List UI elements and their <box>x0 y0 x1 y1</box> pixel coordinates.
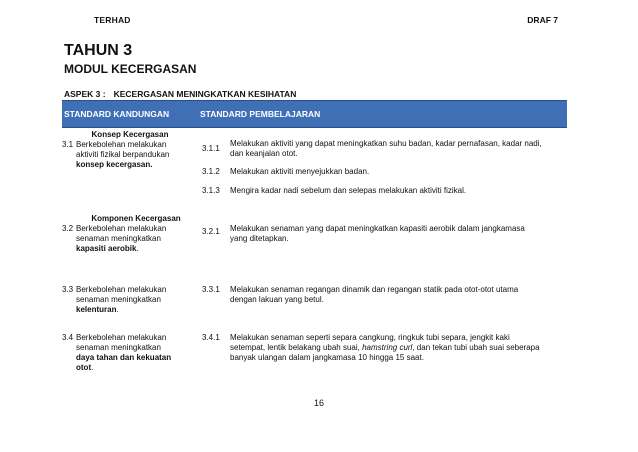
desc-3-4-1-line-3: banyak ulangan dalam jangkamasa 10 hingga 15 saat. <box>230 353 424 362</box>
desc-3-4-1-line-2-pre: setempat, lentik belakang ubah suai, <box>230 343 363 352</box>
desc-3-1-3: Mengira kadar nadi sebelum dan selepas melakukan aktiviti fizikal. <box>230 186 467 195</box>
row-3-2-content <box>76 224 192 254</box>
row-3-1-number: 3.1 <box>62 140 74 149</box>
desc-3-3-1 <box>230 285 565 305</box>
row-3-2-heading: Komponen Kecergasan <box>91 214 181 223</box>
desc-3-2-1-line-2: yang ditetapkan. <box>230 234 289 243</box>
row-3-1-content <box>76 140 192 170</box>
row-3-2-bold: kapasiti aerobik <box>76 244 137 253</box>
desc-3-1-1-line-1: Melakukan aktiviti yang dapat meningkatkan suhu badan, kadar pernafasan, kadar nadi, <box>230 139 542 148</box>
header-draft: DRAF 7 <box>527 15 558 25</box>
row-3-4-content <box>76 333 192 373</box>
code-3-3-1: 3.3.1 <box>202 285 220 294</box>
row-3-3-line-2: senaman meningkatkan <box>76 295 161 304</box>
row-3-1-line-2: aktiviti fizikal berpandukan <box>76 150 170 159</box>
desc-3-1-1 <box>230 139 565 159</box>
row-3-4-number: 3.4 <box>62 333 74 342</box>
code-3-1-2: 3.1.2 <box>202 167 220 176</box>
aspect-label: ASPEK 3 : <box>64 89 106 99</box>
row-3-3-bold: kelenturan <box>76 305 117 314</box>
row-3-3-suffix: . <box>116 305 119 314</box>
code-3-1-3: 3.1.3 <box>202 186 220 195</box>
header-standard-kandungan: STANDARD KANDUNGAN <box>64 109 170 119</box>
desc-3-4-1-line-1: Melakukan senaman seperti separa cangkung, ringkuk tubi separa, jengkit kaki <box>230 333 510 342</box>
row-3-1-bold: konsep kecergasan. <box>76 160 153 169</box>
row-3-3-number: 3.3 <box>62 285 74 294</box>
row-3-2-suffix: . <box>136 244 139 253</box>
page-number: 16 <box>313 398 324 408</box>
module-subtitle: MODUL KECERGASAN <box>64 62 197 76</box>
row-3-4-line-2: senaman meningkatkan <box>76 343 161 352</box>
desc-3-3-1-line-1: Melakukan senaman regangan dinamik dan regangan statik pada otot-otot utama <box>230 285 519 294</box>
desc-3-1-2: Melakukan aktiviti menyejukkan badan. <box>230 167 370 176</box>
row-3-3-content <box>76 285 192 315</box>
row-3-4-bold-2: otot <box>76 363 92 372</box>
desc-3-2-1-line-1: Melakukan senaman yang dapat meningkatkan kapasiti aerobik dalam jangkamasa <box>230 224 525 233</box>
desc-3-4-1 <box>230 333 565 363</box>
row-3-4-line-1: Berkebolehan melakukan <box>76 333 167 342</box>
row-3-2-line-2: senaman meningkatkan <box>76 234 161 243</box>
desc-3-1-1-line-2: dan keanjalan otot. <box>230 149 298 158</box>
page-title: TAHUN 3 <box>64 42 133 59</box>
desc-3-2-1 <box>230 224 565 244</box>
desc-3-4-1-line-2-italic: hamstring curl <box>362 343 413 352</box>
row-3-4-bold-1: daya tahan dan kekuatan <box>76 353 172 362</box>
aspect-text: KECERGASAN MENINGKATKAN KESIHATAN <box>113 89 297 99</box>
header-terhad: TERHAD <box>94 15 131 25</box>
row-3-2-line-1: Berkebolehan melakukan <box>76 224 167 233</box>
code-3-1-1: 3.1.1 <box>202 144 220 153</box>
header-standard-pembelajaran: STANDARD PEMBELAJARAN <box>200 109 321 119</box>
row-3-3-line-1: Berkebolehan melakukan <box>76 285 167 294</box>
row-3-2-number: 3.2 <box>62 224 74 233</box>
desc-3-3-1-line-2: dengan lakuan yang betul. <box>230 295 324 304</box>
row-3-4-suffix: . <box>91 363 94 372</box>
code-3-4-1: 3.4.1 <box>202 333 220 342</box>
code-3-2-1: 3.2.1 <box>202 227 220 236</box>
desc-3-4-1-line-2-post: , dan tekan tubi ubah suai seberapa <box>412 343 540 352</box>
desc-3-4-1-line-2 <box>230 343 565 353</box>
row-3-1-heading: Konsep Kecergasan <box>91 130 169 139</box>
row-3-1-line-1: Berkebolehan melakukan <box>76 140 167 149</box>
table-header <box>62 100 567 128</box>
aspect-line <box>64 89 296 99</box>
